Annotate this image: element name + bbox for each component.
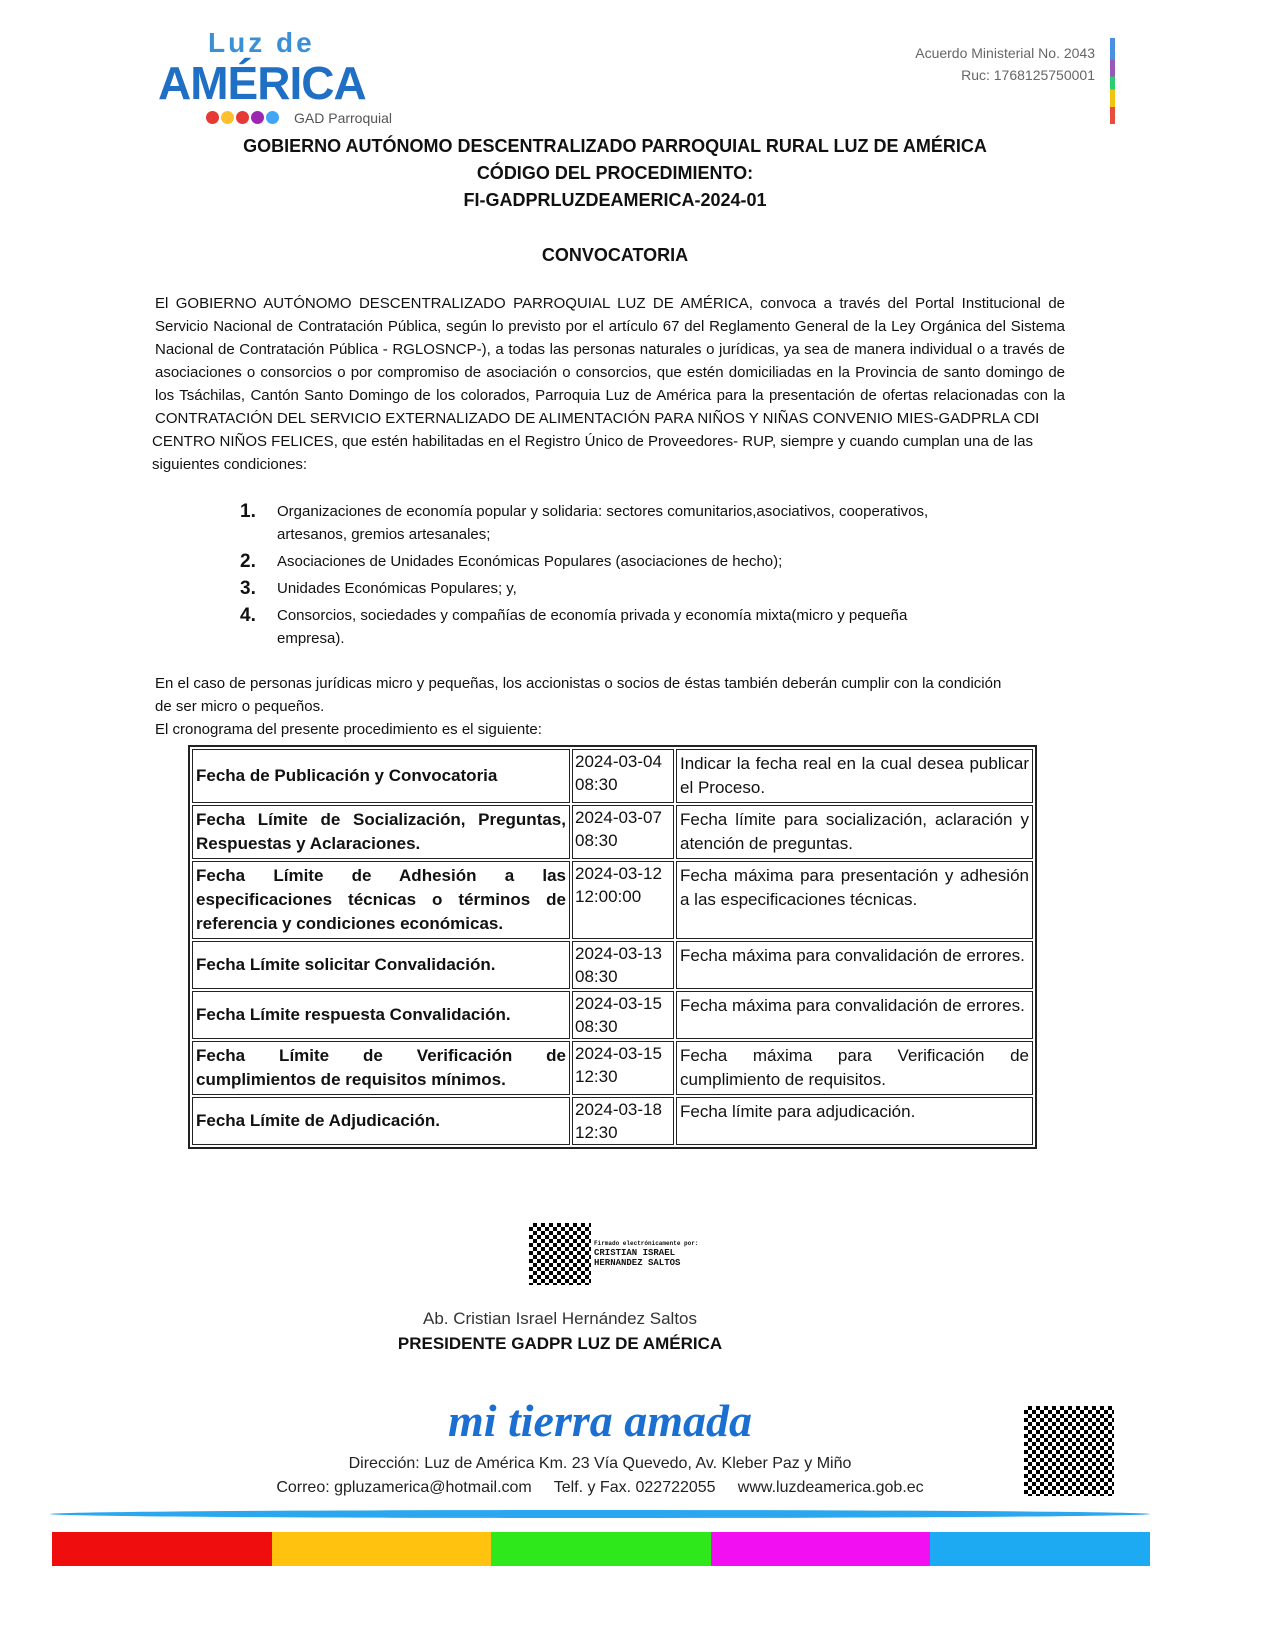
stage-cell: Fecha Límite de Verificación de cumplimientos de requisitos mínimos. (192, 1041, 570, 1095)
color-stripe (52, 1532, 1150, 1566)
date-cell (572, 861, 674, 939)
time: 08:30 (575, 775, 618, 794)
date-cell (572, 941, 674, 989)
stage-cell: Fecha Límite solicitar Convalidación. (192, 941, 570, 989)
section-heading: CONVOCATORIA (541, 245, 689, 265)
stamp-label: Firmado electrónicamente por: (594, 1240, 699, 1247)
date-cell (572, 1041, 674, 1095)
table-row (192, 941, 1033, 989)
time: 12:00:00 (575, 887, 642, 906)
color-stripe-segment (491, 1532, 711, 1566)
footer-contact-line: Correo: gpluzamerica@hotmail.com Telf. y Fax. 022722055 www.luzdeamerica.gob.ec (276, 1479, 924, 1496)
schedule-table (188, 745, 1037, 1149)
time: 12:30 (575, 1123, 618, 1142)
item-text: Asociaciones de Unidades Económicas Populares (asociaciones de hecho); (277, 553, 783, 570)
paragraph-conditions-intro: CENTRO NIÑOS FELICES, que estén habilitadas en el Registro Único de Proveedores- RUP, siempre y cuando cumplan una de las siguientes condiciones: (152, 433, 1033, 473)
date: 2024-03-13 (575, 944, 662, 963)
list-item (240, 604, 940, 650)
date: 2024-03-18 (575, 1100, 662, 1119)
date: 2024-03-07 (575, 808, 662, 827)
electronic-signature-stamp (594, 1240, 698, 1268)
table-row (192, 1097, 1033, 1145)
table-row (192, 805, 1033, 859)
note-cell: Fecha máxima para convalidación de errores. (676, 991, 1033, 1039)
stamp-name-1: CRISTIAN ISRAEL (594, 1248, 676, 1258)
list-item (240, 500, 940, 546)
time: 12:30 (575, 1067, 618, 1086)
stage-cell: Fecha Límite de Adjudicación. (192, 1097, 570, 1145)
stage-cell: Fecha Límite respuesta Convalidación. (192, 991, 570, 1039)
logo-text-gad: GAD Parroquial (294, 110, 393, 126)
item-text: Consorcios, sociedades y compañías de economía privada y economía mixta(micro y pequeña empresa). (277, 607, 908, 647)
color-stripe-segment (711, 1532, 931, 1566)
signer-name: Ab. Cristian Israel Hernández Saltos (422, 1309, 698, 1328)
item-text: Unidades Económicas Populares; y, (277, 580, 517, 597)
item-number: 4. (240, 605, 256, 626)
ruc: Ruc: 1768125750001 (961, 67, 1095, 83)
note-cell: Fecha límite para socialización, aclaración y atención de preguntas. (676, 805, 1033, 859)
conditions-list (240, 500, 940, 650)
slogan: mi tierra amada (447, 1395, 753, 1446)
note-cell: Fecha máxima para Verificación de cumplimiento de requisitos. (676, 1041, 1033, 1095)
blue-wave-decoration (50, 1510, 1150, 1518)
item-text: Organizaciones de economía popular y solidaria: sectores comunitarios,asociativos, cooperativos, artesanos, gremios artesanales; (277, 503, 929, 543)
color-bar-decoration (1110, 38, 1115, 124)
date: 2024-03-15 (575, 994, 662, 1013)
stage-cell: Fecha de Publicación y Convocatoria (192, 749, 570, 803)
document-title (0, 133, 1230, 214)
stamp-name-2: HERNANDEZ SALTOS (594, 1258, 681, 1268)
time: 08:30 (575, 967, 618, 986)
list-item (240, 577, 940, 600)
table-row (192, 861, 1033, 939)
table-row (192, 991, 1033, 1039)
header-info (915, 42, 1095, 86)
paragraph-convocation: El GOBIERNO AUTÓNOMO DESCENTRALIZADO PARROQUIAL LUZ DE AMÉRICA, convoca a través del Portal Institucional de Servicio Nacional de Contratación Pública, según lo previsto por el artículo 67 del Reglamento General de la Ley Orgánica del Sistema Nacional de Contratación Pública - RGLOSNCP-), a todas las personas naturales o jurídicas, ya sea de manera individual o a través de asociaciones o consorcios o por compromiso de asociación o consorcios, que estén domiciliadas en la Provincia de santo domingo de los Tsáchilas, Cantón Santo Domingo de los colorados, Parroquia Luz de América para la presentación de ofertas relacionadas con la CONTRATACIÓN DEL SERVICIO EXTERNALIZADO DE ALIMENTACIÓN PARA NIÑOS Y NIÑAS CONVENIO MIES-GADPRLA CDI (155, 295, 1065, 427)
note-cell: Fecha máxima para convalidación de errores. (676, 941, 1033, 989)
signature-qr-code (529, 1223, 591, 1285)
logo-text-luz: Luz de (208, 27, 315, 58)
date-cell (572, 805, 674, 859)
stage-cell: Fecha Límite de Socialización, Preguntas, Respuestas y Aclaraciones. (192, 805, 570, 859)
date: 2024-03-12 (575, 864, 662, 883)
logo-text-america: AMÉRICA (158, 57, 366, 109)
procedure-code: FI-GADPRLUZDEAMERICA-2024-01 (463, 190, 767, 210)
item-number: 1. (240, 501, 256, 522)
logo-dots (206, 111, 279, 124)
date: 2024-03-04 (575, 752, 662, 771)
footer-contact (0, 1452, 1200, 1500)
footer-qr-code (1024, 1406, 1114, 1496)
note-cell: Fecha límite para adjudicación. (676, 1097, 1033, 1145)
date-cell (572, 1097, 674, 1145)
table-row (192, 749, 1033, 803)
footer-address: Dirección: Luz de América Km. 23 Vía Quevedo, Av. Kleber Paz y Miño (348, 1455, 852, 1472)
gad-logo (118, 28, 418, 128)
date-cell (572, 991, 674, 1039)
item-number: 2. (240, 551, 256, 572)
note-cell: Fecha máxima para presentación y adhesión a las especificaciones técnicas. (676, 861, 1033, 939)
item-number: 3. (240, 578, 256, 599)
color-stripe-segment (272, 1532, 492, 1566)
table-row (192, 1041, 1033, 1095)
signer-role: PRESIDENTE GADPR LUZ DE AMÉRICA (397, 1334, 723, 1353)
acuerdo-ministerial: Acuerdo Ministerial No. 2043 (915, 45, 1095, 61)
document-body (152, 292, 1067, 1149)
closing-paragraphs (155, 672, 1015, 741)
note-cell: Indicar la fecha real en la cual desea publicar el Proceso. (676, 749, 1033, 803)
paragraph-schedule-intro: El cronograma del presente procedimiento es el siguiente: (155, 721, 542, 738)
title-line-1: GOBIERNO AUTÓNOMO DESCENTRALIZADO PARROQUIAL RURAL LUZ DE AMÉRICA (243, 136, 987, 156)
date-cell (572, 749, 674, 803)
title-line-2: CÓDIGO DEL PROCEDIMIENTO: (476, 163, 754, 183)
color-stripe-segment (52, 1532, 272, 1566)
paragraph-partners: En el caso de personas jurídicas micro y pequeñas, los accionistas o socios de éstas también deberán cumplir con la condición de ser micro o pequeños. (155, 675, 1002, 715)
color-stripe-segment (930, 1532, 1150, 1566)
list-item (240, 550, 940, 573)
stage-cell: Fecha Límite de Adhesión a las especificaciones técnicas o términos de referencia y condiciones económicas. (192, 861, 570, 939)
date: 2024-03-15 (575, 1044, 662, 1063)
time: 08:30 (575, 1017, 618, 1036)
time: 08:30 (575, 831, 618, 850)
